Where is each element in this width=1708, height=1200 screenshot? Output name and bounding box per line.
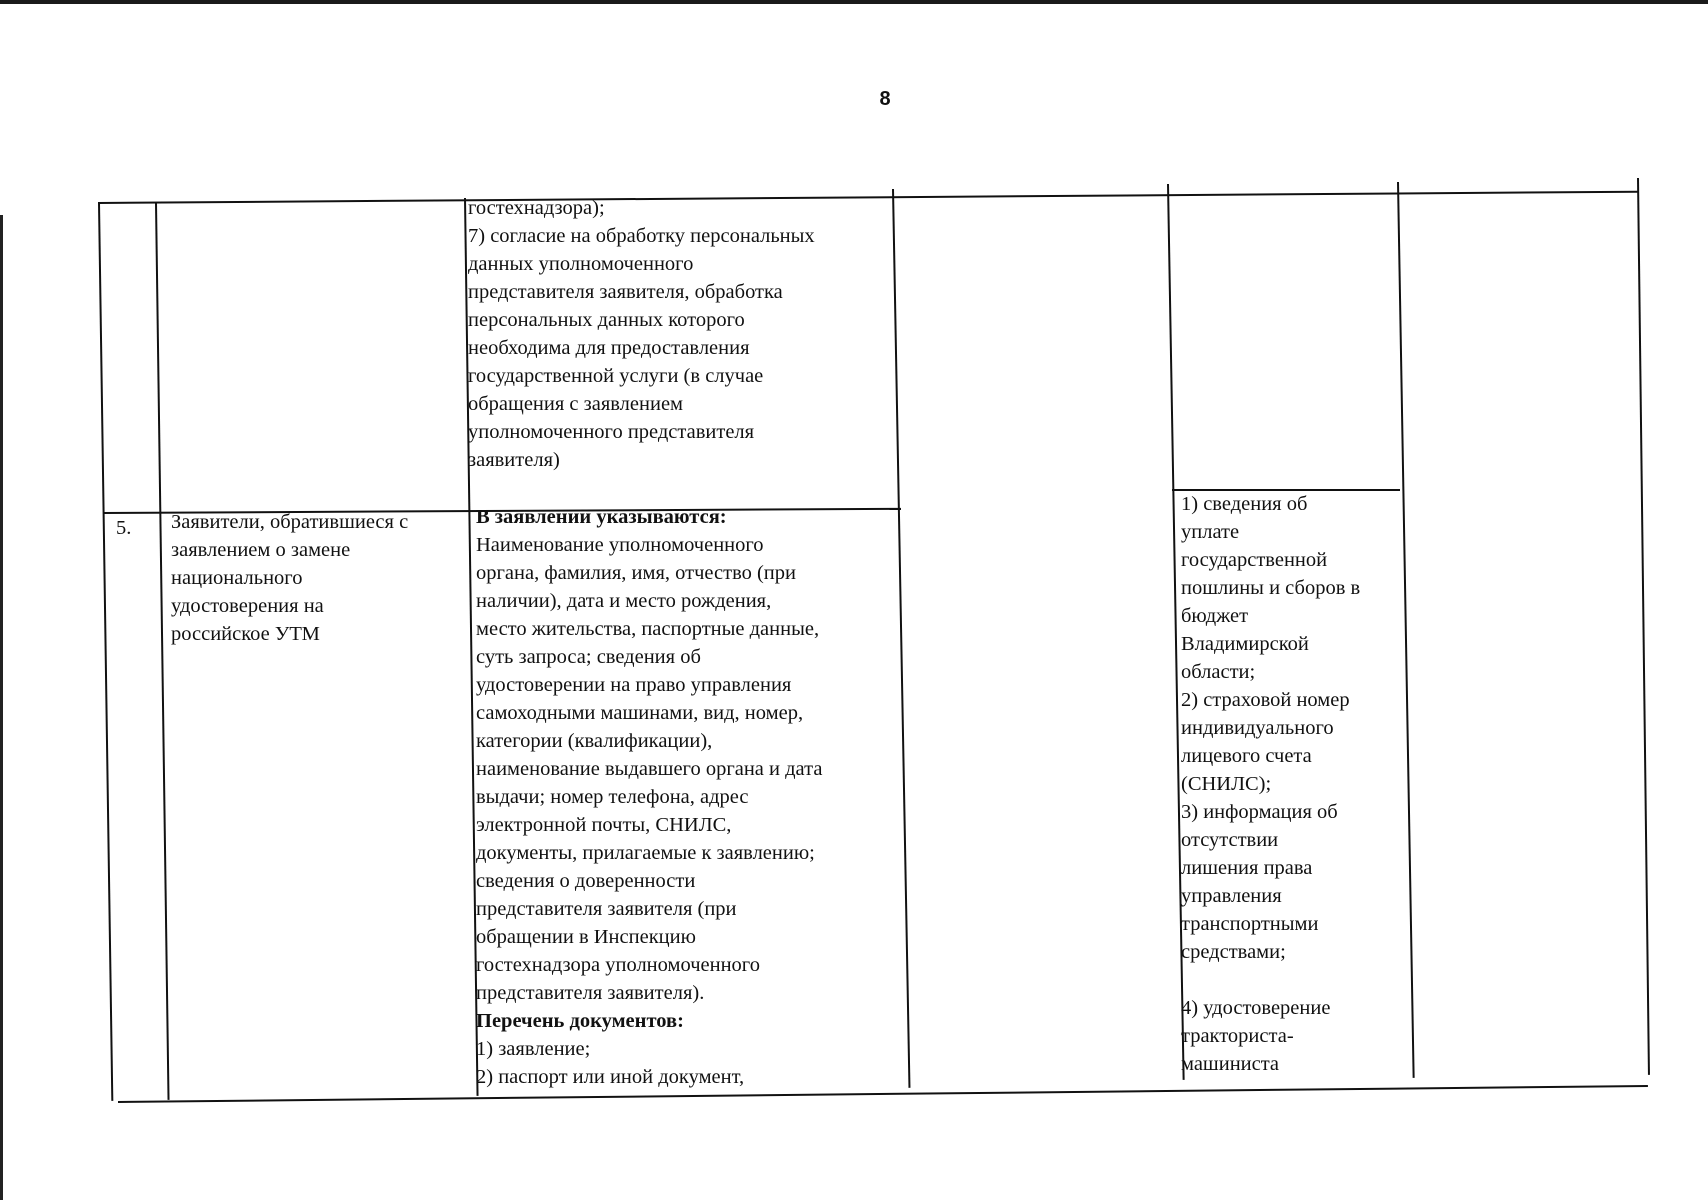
application-cell xyxy=(476,503,901,1091)
top-border-rule xyxy=(0,0,1708,4)
column-divider-1 xyxy=(155,203,170,1100)
left-scan-edge xyxy=(0,215,3,1200)
application-body: Наименование уполномоченного органа, фамилия, имя, отчество (при наличии), дата и место рождения, место жительства, паспортные данные, суть запроса; сведения об удостоверении на право управления самоходными машинами, вид, номер, категории (квалификации), наименование выдавшего органа и дата выдачи; номер телефона, адрес электронной почты, СНИЛС, документы, прилагаемые к заявлению; сведения о доверенности представителя заявителя (при обращении в Инспекцию гостехнадзора уполномоченного представителя заявителя). xyxy=(476,534,823,1004)
application-heading: В заявлении указываются: xyxy=(476,506,727,528)
row-number: 5. xyxy=(116,517,132,539)
documents-heading: Перечень документов: xyxy=(476,1010,684,1032)
table-right-border xyxy=(1637,178,1650,1075)
prev-row-documents-cell: гостехнадзора); 7) согласие на обработку персональных данных уполномоченного представителя заявителя, обработка персональных данных которого необходима для предоставления государственной услуги (в случае обращения с заявлением уполномоченного представителя заявителя) xyxy=(468,197,815,471)
applicants-cell: Заявители, обратившиеся с заявлением о замене национального удостоверения на российское УТМ xyxy=(171,511,409,645)
table-left-border xyxy=(98,203,113,1101)
documents-list: 1) заявление; 2) паспорт или иной документ, xyxy=(476,1038,745,1088)
interagency-requests-cell: 1) сведения об уплате государственной пошлины и сборов в бюджет Владимирской области; 2) страховой номер индивидуального лицевого счета (СНИЛС); 3) информация об отсутствии лишения права управления транспортными средствами; 4) удостоверение тракториста- машиниста xyxy=(1181,493,1361,1075)
page-number: 8 xyxy=(879,88,891,110)
